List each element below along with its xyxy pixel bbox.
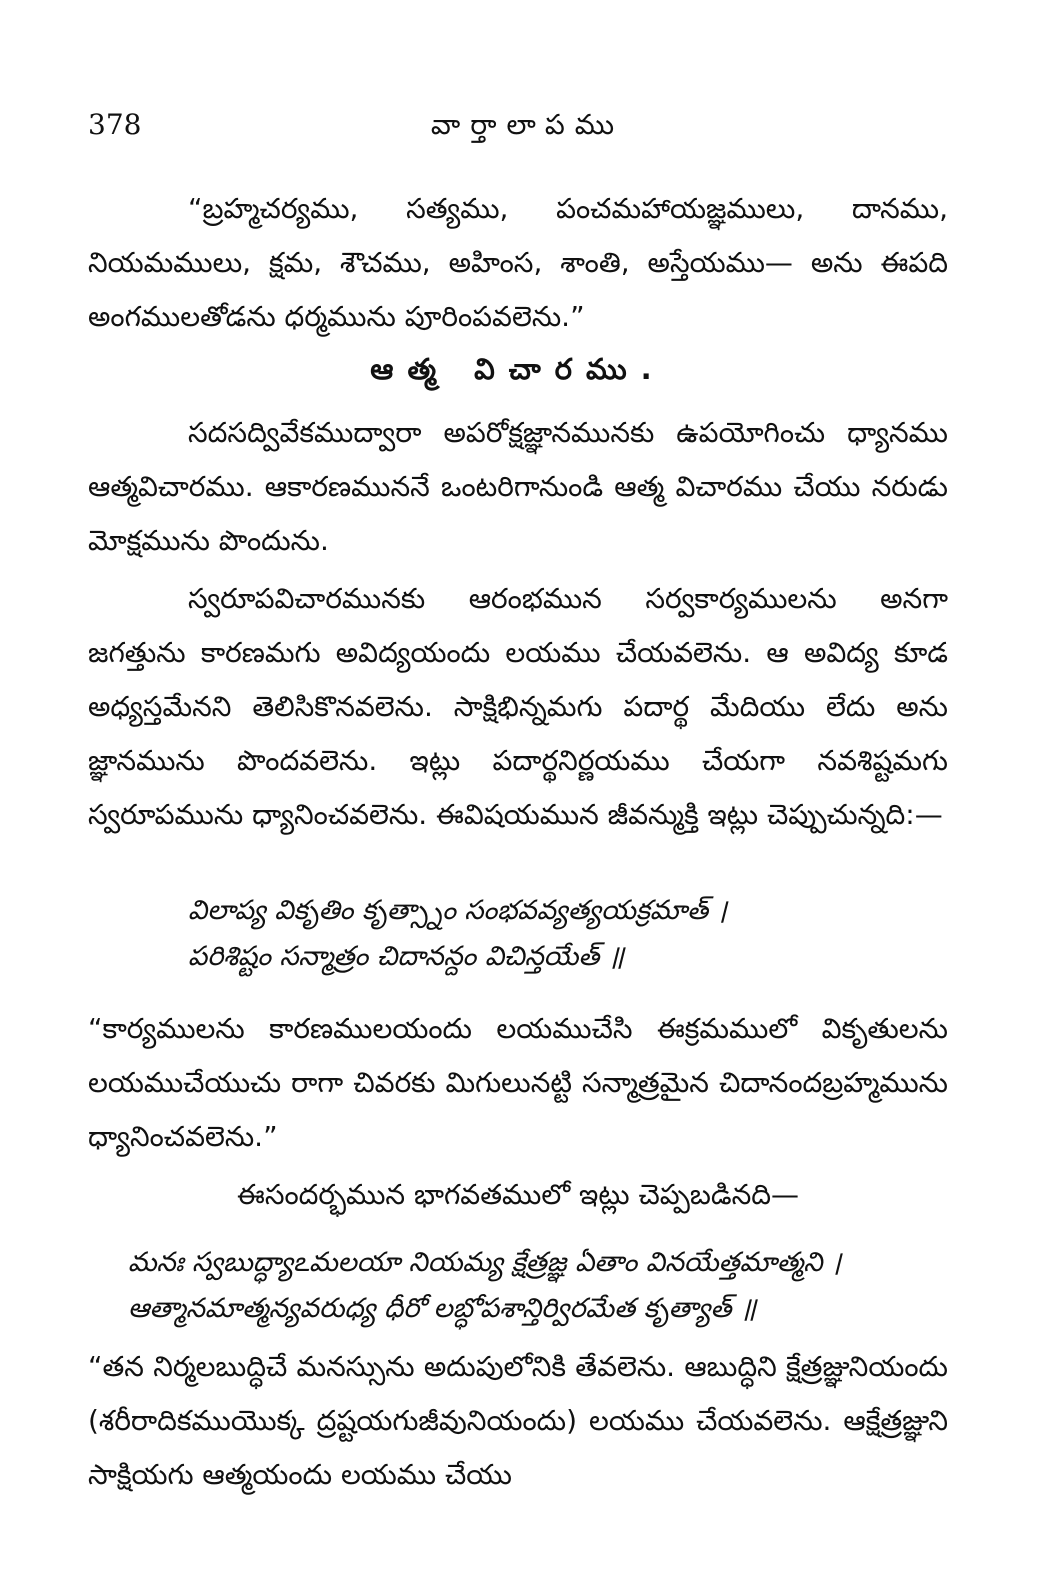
paragraph-atma-vichara: సదసద్వివేకముద్వారా అపరోక్షజ్ఞానమునకు ఉపయోగించు ధ్యానము ఆత్మవిచారము. ఆకారణముననే ఒంటరిగానుండి ఆత్మ విచారము చేయు నరుడు మోక్షమును పొందును. bbox=[88, 416, 948, 557]
paragraph-bhagavata-intro: ఈసందర్భమున భాగవతములో ఇట్లు చెప్పబడినది— bbox=[236, 1178, 799, 1211]
page-header bbox=[88, 108, 967, 152]
paragraph-verse2-meaning: “తన నిర్మలబుద్ధిచే మనస్సును అదుపులోనికి తేవలెను. ఆబుద్ధిని క్షేత్రజ్ఞునియందు (శరీరాదికముయొక్క ద్రష్టయగుజీవునియందు) లయము చేయవలెను. ఆక్షేత్రజ్ఞుని సాక్షియగు ఆత్మయందు లయము చేయు bbox=[88, 1350, 948, 1491]
paragraph-dharma: “బ్రహ్మచర్యము, సత్యము, పంచమహాయజ్ఞములు, దానము, నియమములు, క్షమ, శౌచము, అహింస, శాంతి, అస్తేయము— అను ఈపది అంగములతోడను ధర్మమును పూరింపవలెను.” bbox=[88, 192, 948, 333]
sanskrit-verse-1: విలాప్య వికృతిం కృత్స్నాం సంభవవ్యత్యయక్రమాత్ । పరిశిష్టం సన్మాత్రం చిదానన్దం విచిన్తయేత్ ॥ bbox=[188, 895, 727, 972]
page-number: 378 bbox=[88, 108, 142, 141]
paragraph-svarupa-vichara: స్వరూపవిచారమునకు ఆరంభమున సర్వకార్యములను అనగా జగత్తును కారణమగు అవిద్యయందు లయము చేయవలెను. ఆ అవిద్య కూడ అధ్యస్తమేనని తెలిసికొనవలెను. సాక్షిభిన్నమగు పదార్థ మేదియు లేదు అను జ్ఞానమును పొందవలెను. ఇట్లు పదార్థనిర్ణయము చేయగా నవశిష్టమగు స్వరూపమును ధ్యానించవలెను. ఈవిషయమున జీవన్ముక్తి ఇట్లు చెప్పుచున్నది:— bbox=[88, 582, 948, 831]
section-heading: ఆత్మ విచారము. bbox=[370, 352, 666, 386]
running-title: వార్తాలాపము bbox=[430, 108, 625, 141]
paragraph-verse1-meaning: “కార్యములను కారణములయందు లయముచేసి ఈక్రమములో వికృతులను లయముచేయుచు రాగా చివరకు మిగులునట్టి సన్మాత్రమైన చిదానందబ్రహ్మమును ధ్యానించవలెను.” bbox=[88, 1012, 948, 1153]
sanskrit-verse-2: మనః స్వబుద్ధ్యాఽమలయా నియమ్య క్షేత్రజ్ఞ ఏతాం వినయేత్తమాత్మని । ఆత్మానమాత్మన్యవరుధ్య ధీరో లబ్ధోపశాన్తిర్విరమేత కృత్యాత్ ॥ bbox=[128, 1247, 842, 1324]
